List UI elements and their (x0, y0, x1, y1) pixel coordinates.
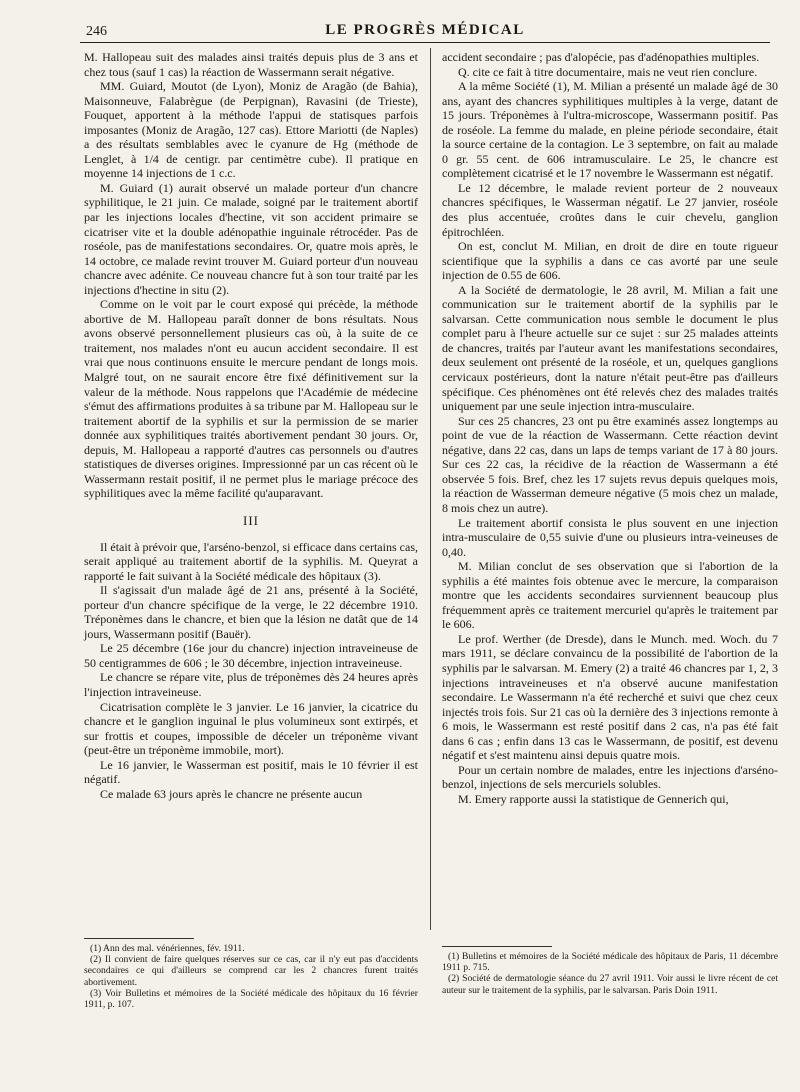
footnote-rule (442, 946, 552, 947)
paragraph: On est, conclut M. Milian, en droit de dire en toute rigueur scientifique que la syphilis a dans ce cas avorté par une seule injection de 0.55 de 606. (442, 239, 778, 283)
paragraph: M. Guiard (1) aurait observé un malade porteur d'un chancre syphilitique, le 21 juin. Ce malade, soigné par le traitement abortif par les injections locales d'hectine, vit son accident primaire se cicatriser vite et la double adénopathie inguinale rétrocéder. Pas de roséole, pas de manifestations secondaires. Or, quatre mois après, le 14 octobre, ce malade revint trouver M. Guiard porteur d'un nouveau chancre avec adénite. Ce nouveau chancre fut à son tour traité par les injections d'hectine in situ (2). (84, 180, 418, 297)
paragraph: M. Emery rapporte aussi la statistique de Gennerich qui, (458, 791, 729, 806)
journal-title: LE PROGRÈS MÉDICAL (325, 22, 525, 38)
left-body-top (84, 50, 418, 501)
paragraph: M. Milian conclut de ses observation que si l'abortion de la syphilis a été maintes fois obtenue avec le mercure, la comparaison montre que les accidents secondaires surviennent beaucoup plus fréquemment après ce traitement mercuriel qu'après le traitement par le 606. (442, 559, 778, 632)
paragraph: A la même Société (1), M. Milian a présenté un malade âgé de 30 ans, ayant des chancres syphilitiques multiples à la verge, datant de 15 jours. Tréponèmes à l'ultra-microscope, Wassermann positif. Pas de roséole. La femme du malade, en pleine période secondaire, était la source certaine de la contagion. Le 3 septembre, on fait au malade 0 gr. 55 cent. de 606 intramusculaire. Le 25, le chancre est complètement cicatrisé et le 17 novembre le Wassermann est négatif. (442, 79, 778, 181)
paragraph: Pour un certain nombre de malades, entre les injections d'arséno-benzol, injections de sels mercuriels solubles. (442, 762, 778, 792)
footnote-rule (84, 938, 194, 939)
footnote: (2) Il convient de faire quelques réserves sur ce cas, car il n'y eut pas d'accidents secondaires ce qui d'ailleurs se comprend car les 2 chancres furent traités abortivement. (84, 954, 418, 988)
paragraph: accident secondaire ; pas d'alopécie, pas d'adénopathies multiples. (442, 50, 760, 64)
paragraph: Cicatrisation complète le 3 janvier. Le 16 janvier, la cicatrice du chancre et le ganglion inguinal le plus volumineux sont extirpés, et sur frottis et coupes, impossible de déceler un tréponème vivant (peut-être un tréponème immobile, mort). (84, 699, 418, 758)
right-footnotes-block (442, 938, 778, 996)
page-header (80, 22, 770, 44)
paragraph: Sur ces 25 chancres, 23 ont pu être examinés assez longtemps au point de vue de la réaction de Wassermann. Cette réaction devint négative, dans 22 cas, dans un laps de temps variant de 17 à 80 jours. Sur ces 22 cas, la récidive de la réaction de Wassermann a été observée 5 fois. Bref, chez les 17 sujets revus depuis quelques mois, la réaction de Wasserman demeure négative (5 mois chez un malade, 8 mois chez un autre). (442, 413, 778, 515)
header-rule (80, 42, 770, 43)
paragraph: Le prof. Werther (de Dresde), dans le Munch. med. Woch. du 7 mars 1911, se déclare convaincu de la possibilité de l'abortion de la syphilis par le salvarsan. M. Emery (2) a traité 46 chancres par 1, 2, 3 injections intraveineuses et n'a observé aucune manifestation secondaire. Le Wassermann n'a été recherché et suivi que chez ceux injectés trois fois. Sur 21 cas où la dernière des 3 injections remonte à 6 mois, le Wassermann est resté positif dans 2 cas, n'a pas été fait dans 6 cas ; enfin dans 13 cas le Wassermann, de positif, est devenu négatif et s'est maintenu ainsi depuis quatre mois. (442, 631, 778, 763)
paragraph: Le chancre se répare vite, plus de tréponèmes dès 24 heures après l'injection intraveineuse. (84, 670, 418, 699)
paragraph: Il était à prévoir que, l'arséno-benzol, si efficace dans certains cas, serait appliqué au traitement abortif de la syphilis. M. Queyrat a rapporté le fait suivant à la Société médicale des hôpitaux (3). (84, 539, 418, 583)
left-body-bottom (84, 540, 418, 802)
footnote: (1) Ann des mal. vénériennes, fév. 1911. (90, 943, 245, 954)
paragraph: Le 16 janvier, le Wasserman est positif, mais le 10 février il est négatif. (84, 757, 418, 787)
left-footnotes (84, 943, 418, 1010)
paragraph: M. Hallopeau suit des malades ainsi traités depuis plus de 3 ans et chez tous (sauf 1 cas) la réaction de Wassermann serait négative. (84, 50, 418, 79)
right-column (442, 50, 778, 996)
left-footnotes-block (84, 930, 418, 1010)
footnote: (3) Voir Bulletins et mémoires de la Société médicale des hôpitaux du 16 février 1911, p. 107. (84, 987, 418, 1011)
paragraph: Ce malade 63 jours après le chancre ne présente aucun (100, 786, 363, 801)
right-footnotes (442, 951, 778, 996)
paragraph: Le traitement abortif consista le plus souvent en une injection intra-musculaire de 0,55 suivie d'une ou plusieurs intra-veineuses de 0,40. (442, 515, 778, 559)
page-number: 246 (86, 24, 107, 39)
paragraph: Comme on le voit par le court exposé qui précède, la méthode abortive de M. Hallopeau paraît donner de bons résultats. Nous avons observé personnellement plusieurs cas où, à la suite de ce traitement, nos malades n'ont eu aucun accident secondaire. Il est vrai que nous continuons ensuite le mercure pendant de longs mois. Malgré tout, on ne saurait encore être fixé définitivement sur la valeur de la méthode. Nous rappelons que l'Académie de médecine s'émut des affirmations produites à sa tribune par M. Hallopeau sur le traitement abortif de la syphilis et sur la permission de se marier donnée aux syphilitiques traités abortivement pendant 30 jours. Or, depuis, M. Hallopeau a rapporté d'autres cas personnels ou d'autres statistiques de diverses origines. Impressionné par un cas récent où le Wassermann restait positif, il ne permet plus le mariage précoce des syphilitiques avec la même facilité qu'auparavant. (84, 297, 418, 501)
section-heading: III (243, 512, 259, 528)
paragraph: MM. Guiard, Moutot (de Lyon), Moniz de Aragão (de Bahia), Maisonneuve, Falabrègue (de Perpignan), Ravasini (de Trieste), Fouquet, apportent à la méthode l'appui de statisques parfois imposantes (Moniz de Aragão, 127 cas). Ettore Mariotti (de Naples) a des résultats semblables avec le cyanure de Hg (méthode de Lenglet, à 1/4 de centigr. par centimètre cube). Il pratique en moyenne 14 injections de 1 c.c. (84, 79, 418, 181)
paragraph: Le 25 décembre (16e jour du chancre) injection intraveineuse de 50 centigrammes de 606 ; le 30 décembre, injection intraveineuse. (84, 641, 418, 670)
footnote: (2) Société de dermatologie séance du 27 avril 1911. Voir aussi le livre récent de cet auteur sur le traitement de la syphilis, par le salvarsan. Paris Doin 1911. (442, 973, 778, 996)
paragraph: Le 12 décembre, le malade revient porteur de 2 nouveaux chancres spécifiques, le Wasserman négatif. Le 27 janvier, roséole des plus accentuée, croûtes dans le cuir chevelu, ganglion épitrochléen. (442, 180, 778, 239)
left-column (84, 50, 418, 1011)
paragraph: Q. cite ce fait à titre documentaire, mais ne veut rien conclure. (458, 64, 758, 79)
right-body (442, 50, 778, 806)
paragraph: Il s'agissait d'un malade âgé de 21 ans, présenté à la Société, porteur d'un chancre spécifique de la verge, le 22 décembre 1910. Tréponèmes dans le chancre, et bien que la lésion ne datât que de 14 jours, Wassermann positif (Bauër). (84, 583, 418, 641)
footnote: (1) Bulletins et mémoires de la Société médicale des hôpitaux de Paris, 11 décembre 1911 p. 715. (442, 951, 778, 974)
column-divider (430, 48, 431, 930)
paragraph: A la Société de dermatologie, le 28 avril, M. Milian a fait une communication sur le traitement abortif de la syphilis par le salvarsan. Cette communication nous semble le document le plus complet paru à l'heure actuelle sur ce sujet : sur 25 malades atteints de chancres, traités par l'auteur avant les manifestations secondaires, deux seulement ont présenté de la roséole, et un, quelques ganglions cervicaux postérieurs, dont la nature n'était peut-être pas d'ailleurs spécifique. Ces phénomènes ont été relevés chez des malades traités uniquement par une seule injection intra-musculaire. (442, 282, 778, 414)
